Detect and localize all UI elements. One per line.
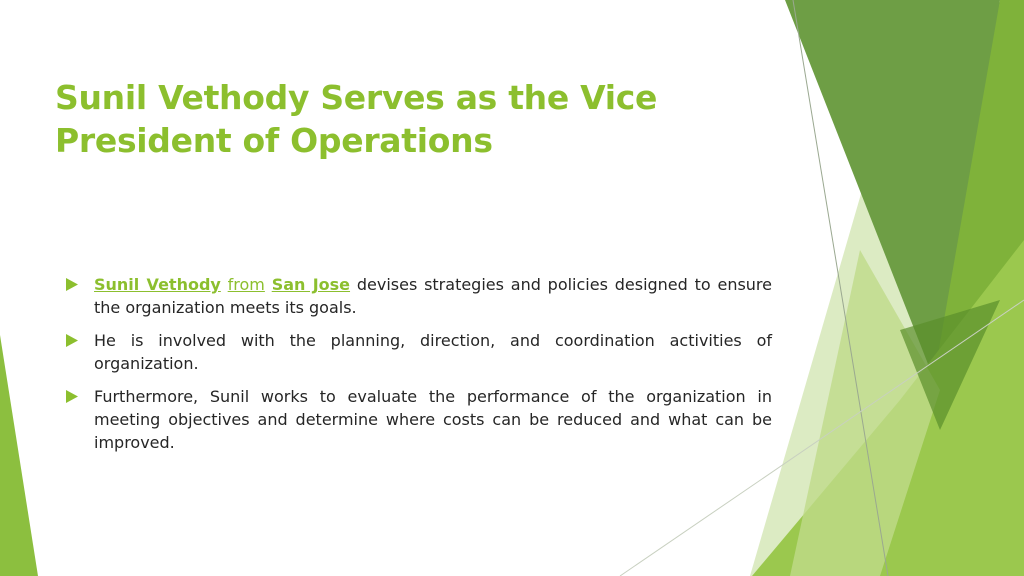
bullet-body-text: devises strategies and policies designed to ensure the organization meets its goals. xyxy=(94,275,773,317)
triangle-bullet-icon xyxy=(66,273,94,296)
triangle-bullet-icon xyxy=(66,385,94,408)
triangle-bullet-icon xyxy=(66,329,94,352)
bullet-item xyxy=(66,385,772,454)
left-green-sliver xyxy=(0,335,38,576)
slide-title: Sunil Vethody Serves as the Vice President of Operations xyxy=(55,78,658,160)
bullet-item xyxy=(66,329,772,375)
bullet-item xyxy=(66,273,772,319)
location-link[interactable]: San Jose xyxy=(271,275,351,294)
bullet-text: Furthermore, Sunil works to evaluate the performance of the organization in meeting objectives and determine where costs can be reduced and what can be improved. xyxy=(94,387,772,452)
person-name-link[interactable]: Sunil Vethody xyxy=(94,275,221,294)
bullet-text: He is involved with the planning, direction, and coordination activities of organization. xyxy=(94,331,772,373)
from-link-text[interactable]: from xyxy=(227,275,265,294)
bullet-list xyxy=(66,273,772,464)
bullet-text xyxy=(94,273,772,319)
